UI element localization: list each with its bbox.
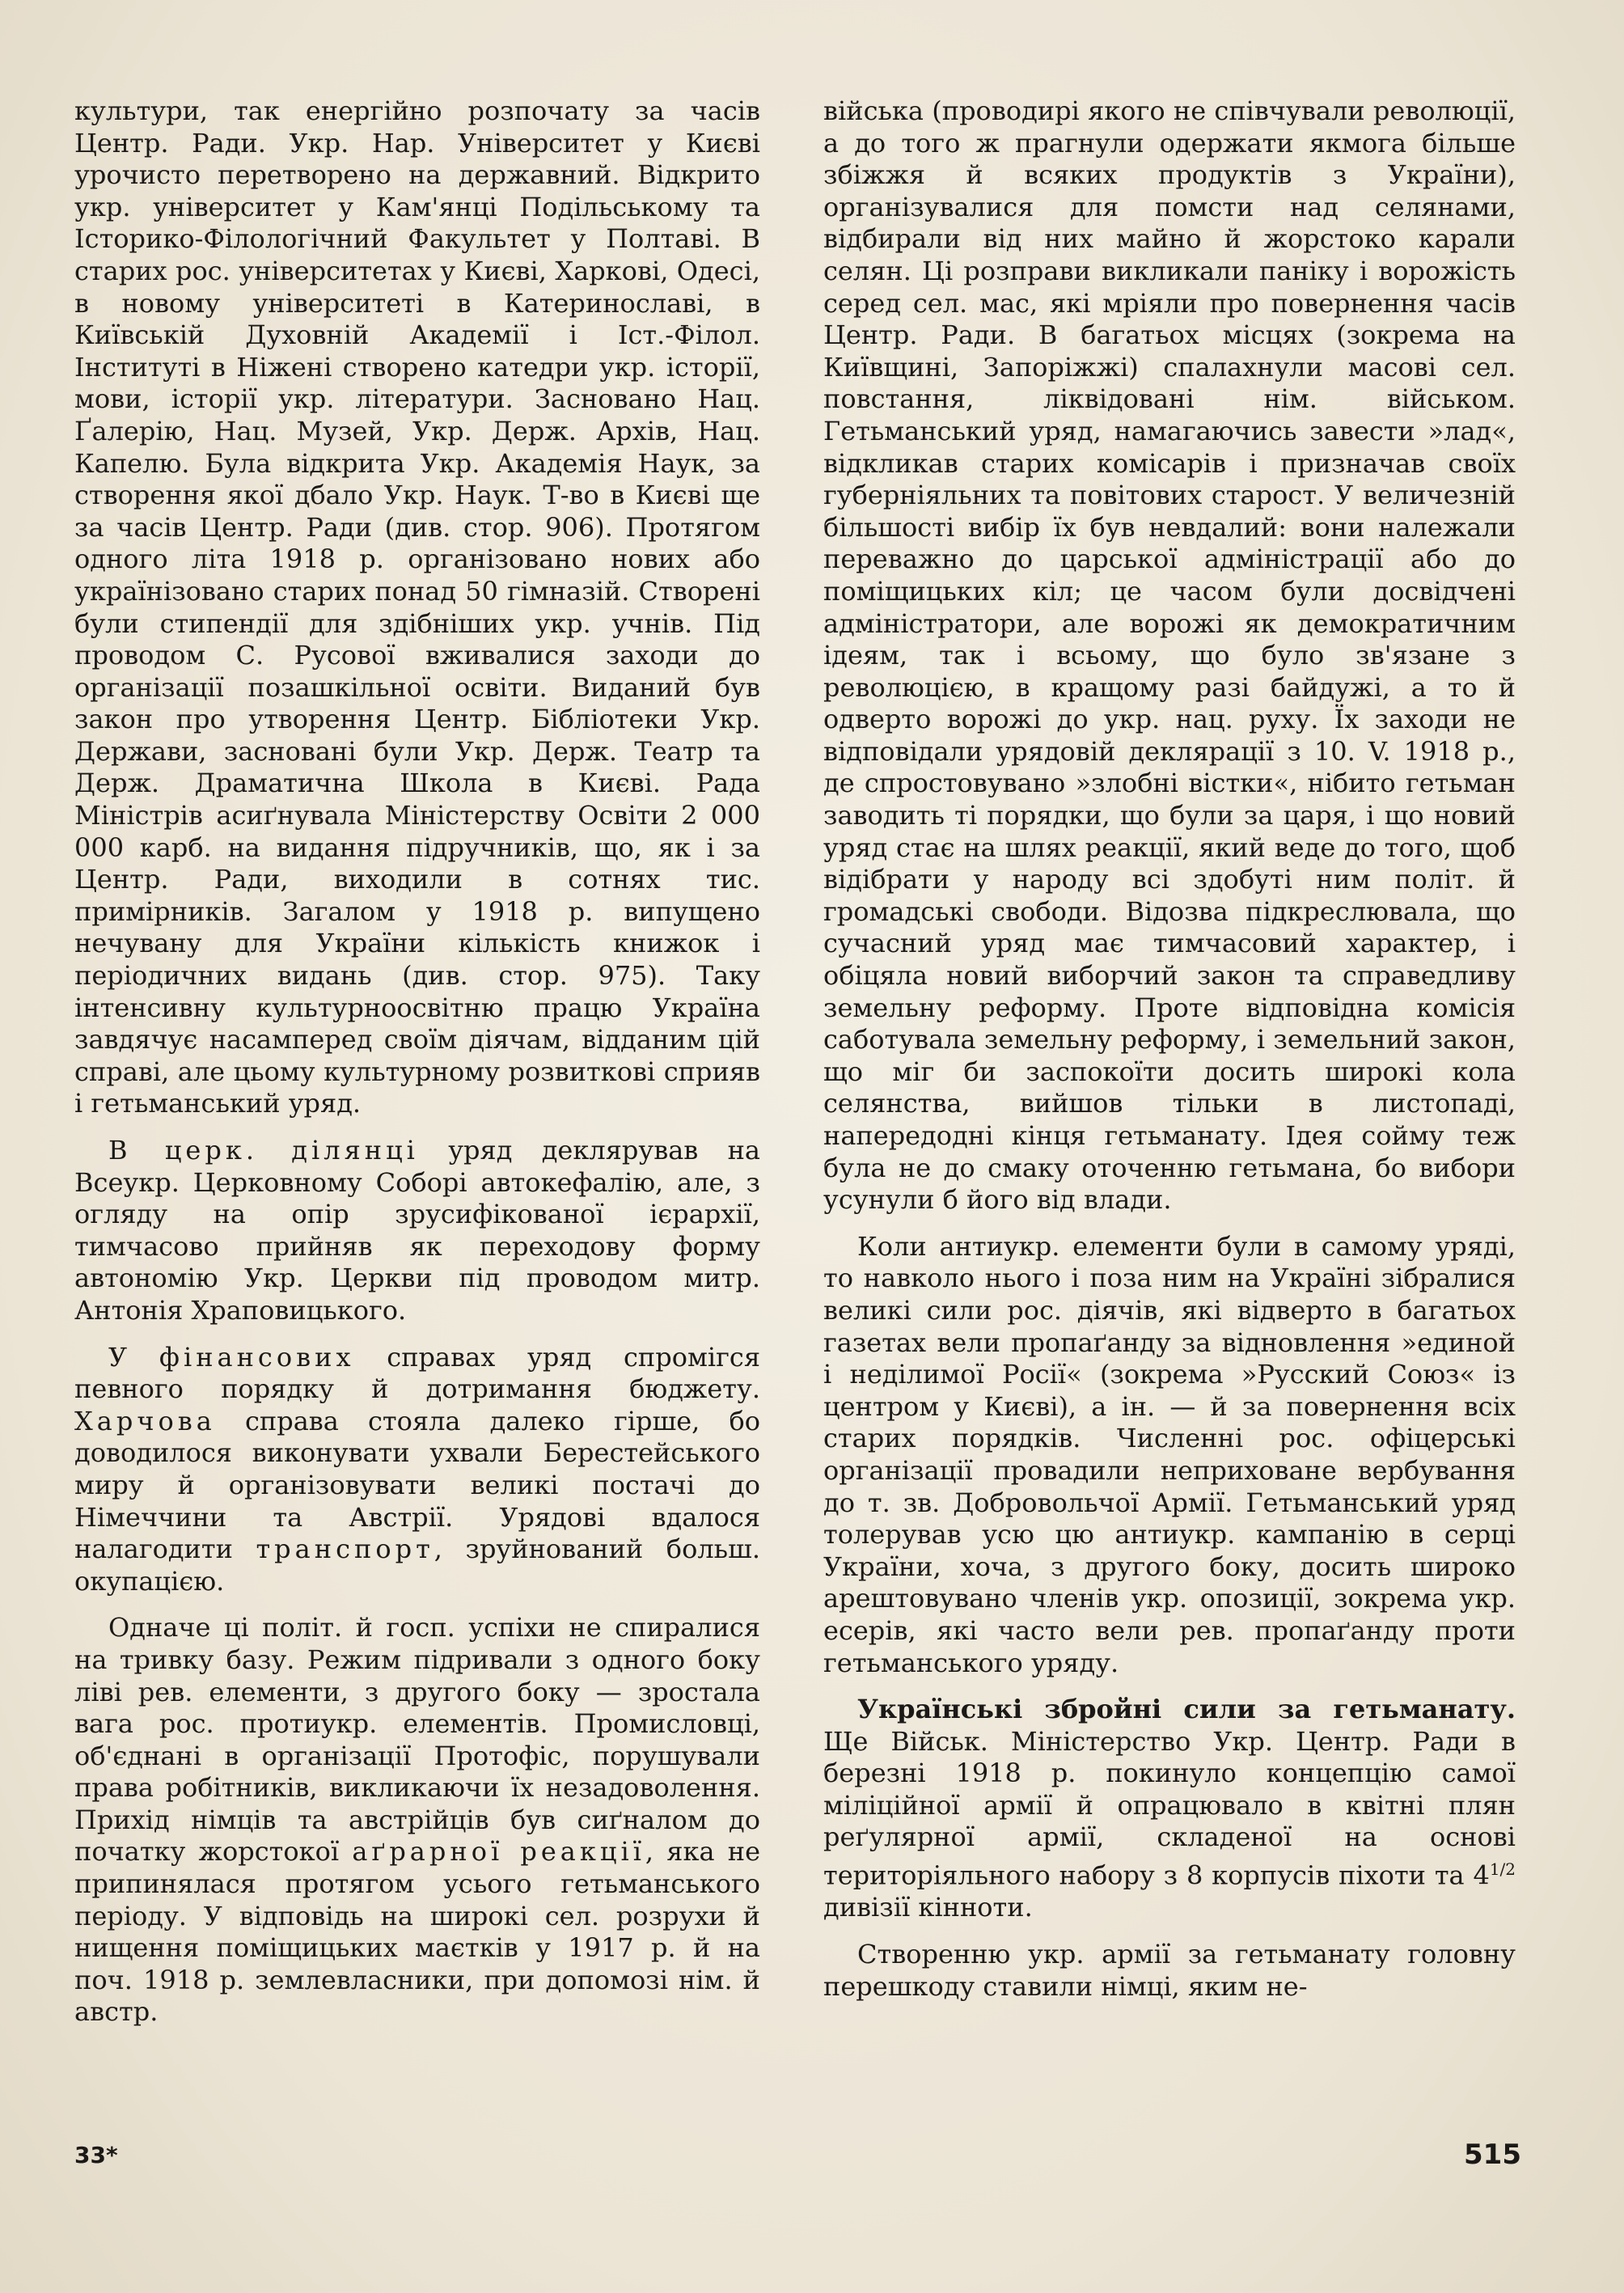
church-text: уряд деклярував на Всеукр. Церковному Соборі автокефалію, але, з огляду на опір зрусифікованої ієрархії, тимчасово прийняв як переходову форму автономію Укр. Церкви під проводом митр. Антонія Храповицького. [74,1135,761,1326]
signature-mark: 33* [74,2142,118,2168]
left-column [74,95,760,2029]
paragraph-finance [74,1342,760,1598]
agrarian-lead: аґрарної реакції [352,1836,645,1868]
finance-text-b: справах уряд спромігся певного порядку й дотримання бюджету. [74,1341,760,1405]
church-lead: В церк. ділянці [108,1135,419,1166]
paragraph-antiukrainian: Коли антиукр. елементи були в самому уряді, то навколо нього і поза ним на Україні зібралися великі сили рос. діячів, які відверто в багатьох газетах вели пропаґанду за відновлення »единой і неділимої Росії« (зокрема »Русский Союз« із центром у Києві), а ін. — й за повернення всіх старих порядків. Численні рос. офіцерські організації провадили неприховане вербування до т. зв. Добровольчої Армії. Гетьманський уряд толерував усю цю антиукр. кампанію в серці України, хоча, з другого боку, досить широко арештовувано членів укр. опозиції, зокрема укр. есерів, які часто вели рев. пропаґанду проти гетьманського уряду. [823,1230,1516,1678]
finance-lead: фінансових [159,1341,355,1373]
paragraph-politics [74,1612,760,2029]
finance-text-d: , зруйнований больш. окупацією. [74,1534,761,1597]
section-heading: Українські збройні сили за гетьманату. [857,1694,1516,1725]
paragraph-culture: культури, так енергійно розпочату за часів Центр. Ради. Укр. Нар. Університет у Києві урочисто перетворено на державний. Відкрито укр. університет у Кам'янці Подільському та Історико-Філологічний Факультет у Полтаві. В старих рос. університетах у Києві, Харкові, Одесі, в новому університеті в Катеринославі, в Київській Духовній Академії і Іст.-Філол. Інституті в Ніжені створено катедри укр. історії, мови, історії укр. літератури. Засновано Нац. Ґалерію, Нац. Музей, Укр. Держ. Архів, Нац. Капелю. Була відкрита Укр. Академія Наук, за створення якої дбало Укр. Наук. Т-во в Києві ще за часів Центр. Ради (див. стор. 906). Протягом одного літа 1918 р. організовано нових або українізовано старих понад 50 гімназій. Створені були стипендії для здібніших укр. учнів. Під проводом С. Русової вживалися заходи до організації позашкільної освіти. Виданий був закон про утворення Центр. Бібліотеки Укр. Держави, засновані були Укр. Держ. Театр та Держ. Драматична Школа в Києві. Рада Міністрів асиґнувала Міністерству Освіти 2 000 000 карб. на видання підручників, що, як і за Центр. Ради, виходили в сотнях тис. примірників. Загалом у 1918 р. випущено нечувану для України кількість книжок і періодичних видань (див. стор. 975). Таку інтенсивну культурноосвітню працю Україна завдячує насамперед своїм діячам, відданим цій справі, але цьому культурному розвиткові сприяв і гетьманський уряд. [74,95,760,1119]
page-number: 515 [1464,2139,1521,2171]
finance-text-c: справа стояла далеко гірше, бо доводилося виконувати ухвали Берестейського миру й організовувати великі постачі до Німеччини та Австрії. Урядові вдалося налагодити [74,1405,760,1565]
paragraph-armed-forces [823,1694,1516,1924]
right-column [823,95,1516,2003]
finance-text-a: У [108,1341,159,1373]
armed-forces-text-a: Ще Військ. Міністерство Укр. Центр. Ради в березні 1918 р. покинуло концепцію самої міліційної армії й опрацювало в квітні плян реґулярної армії, складеної на основі територіяльного набору з 8 корпусів піхоти та 4 [823,1725,1516,1891]
fraction: 1/2 [1489,1859,1516,1880]
paragraph-army-repression: війська (проводирі якого не співчували революції, а до того ж прагнули одержати якмога більше збіжжя й всяких продуктів з України), організувалися для помсти над селянами, відбирали від них майно й жорстоко карали селян. Ці розправи викликали паніку і ворожість серед сел. мас, які мріяли про повернення часів Центр. Ради. В багатьох місцях (зокрема на Київщині, Запоріжжі) спалахнули масові сел. повстання, ліквідовані нім. військом. Гетьманський уряд, намагаючись завести »лад«, відкликав старих комісарів і призначав своїх губерніяльних та повітових старост. У величезній більшості вибір їх був невдалий: вони належали переважно до царської адміністрації або до поміщицьких кіл; це часом були досвідчені адміністратори, але ворожі як демократичним ідеям, так і всьому, що було зв'язане з революцією, в кращому разі байдужі, а то й одверто ворожі до укр. нац. руху. Їх заходи не відповідали урядовій деклярації з 10. V. 1918 р., де спростовувано »злобні вістки«, нібито гетьман заводить ті порядки, що були за царя, і що новий уряд стає на шлях реакції, який веде до того, щоб відібрати у народу всі здобуті ним політ. й громадські свободи. Відозва підкреслювала, що сучасний уряд має тимчасовий характер, і обіцяла новий виборчий закон та справедливу земельну реформу. Проте відповідна комісія саботувала земельну реформу, і земельний закон, що міг би заспокоїти досить широкі кола селянства, вийшов тільки в листопаді, напередодні кінця гетьманату. Ідея сойму теж була не до смаку оточенню гетьмана, бо вибори усунули б його від влади. [823,95,1516,1216]
paragraph-church [74,1135,760,1327]
politics-text-b: , яка не припинялася протягом усього гетьманського періоду. У відповідь на широкі сел. розрухи й нищення поміщицьких маєтків у 1917 р. й на поч. 1918 р. землевласники, при допомозі нім. й австр. [74,1836,760,2028]
transport-lead: транспорт [256,1534,434,1565]
food-lead: Харчова [74,1405,216,1436]
armed-forces-text-b: дивізії кінноти. [823,1892,1033,1923]
paragraph-creation: Створенню укр. армії за гетьманату головну перешкоду ставили німці, яким не- [823,1938,1516,2002]
politics-text-a: Одначе ці політ. й госп. успіхи не спиралися на тривку базу. Режим підривали з одного боку ліві рев. елементи, з другого боку — зростала вага рос. протиукр. елементів. Промисловці, об'єднані в організації Протофіс, порушували права робітників, викликаючи їх незадоволення. Прихід німців та австрійців був сиґналом до початку жорстокої [74,1612,760,1868]
